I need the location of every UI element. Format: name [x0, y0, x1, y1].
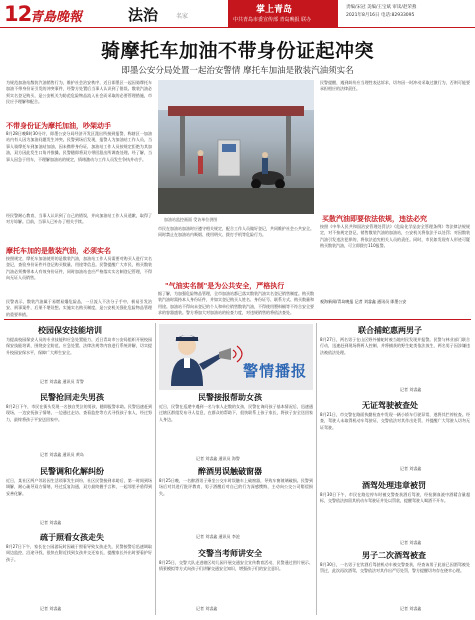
- police-news-banner-title: 警情播报: [243, 362, 308, 380]
- article-body-3: 据了解，为加强危险物品管理，全市加油站都已落实散装汽油实名登记销售制度。购买散装汽油时需持本人身份证件，并如实登记购买人姓名、身份证号、联系方式、购买数量和用途。加油站不得向未登记的个人和单位销售散装汽油，不得使用塑料桶等不符合安全要求的容器盛装。警方将加大对加油站的检查力度，对违规销售的将依法查处。: [158, 291, 314, 316]
- brief-body-school-guard: 为提高校园保安人员的专业技能和应急处置能力，近日青岛市公安局组织开展校园保安技能培训，围绕安全防范、应急处置、法律法规等内容进行系统讲解，切实提升校园安保水平，保障广大师生安全。: [6, 337, 152, 355]
- gas-station-scene: [158, 80, 314, 214]
- article-intro: 为规范加油站散装汽油销售行为，维护社会治安秩序，近日即墨区一起因骑摩托车加油不带身份证引发的冲突事件，经警方处置后当事人认识到了错误。散装汽油必须实名登记购买，是公安机关为防范危险物品流入社会而采取的必要管理措施，市民应予理解和配合。: [6, 80, 152, 105]
- column-divider-left: [155, 323, 156, 615]
- main-headline: 骑摩托车加油不带身份证起冲突: [100, 40, 374, 62]
- article-body-1: 8月28日晚8时30分许，即墨公安分局经济开发区派出所接到报警，称辖区一加油站内有人因为加油问题发生冲突。民警到场后发现，报警人为加油站工作人员，当事人骑摩托车到加油站加油，因未携带身份证，加油站工作人员按规定拒绝为其加油，双方因此发生口角并推搡。民警随即将双方带回派出所调查处理。经了解，当事人因急于用车，不理解加油站的规定，情绪激动与工作人员发生争执并动手。: [6, 131, 152, 162]
- brief-body-dispute: 近日，某社区两户邻居因生活琐事发生纠纷，社区民警接到求助后，第一时间到场调解，耐心疏导双方情绪，经过反复沟通，双方最终握手言和，一起邻里矛盾得到妥善化解。: [6, 478, 152, 496]
- app-title: 掌上青岛: [256, 5, 293, 15]
- brief-byline-repeat-dui: 记者 刘睿鑫: [400, 606, 422, 611]
- article-body-2: 按照规定，摩托车加油使用的是散装汽油，加油站工作人员需要对购买人进行实名登记，查验身份证件并登记购买数量、用途等信息。民警提醒广大市民，购买散装汽油必须携带本人有效身份证件，同时加油站也应严格落实实名制登记管理，不得向无证人员销售。: [6, 256, 152, 281]
- article-body-4: 按照《中华人民共和国治安管理处罚法》《危险化学品安全管理条例》等法律法规规定，对不按规定登记、销售散装汽油的加油站，公安机关将依法予以处罚；对因散装汽油引发违法犯罪的，将依法追究相关人员的责任。同时，市民如发现有人形迹可疑购买散装汽油，可立即拨打110报警。: [320, 224, 470, 249]
- gas-station-photo: [158, 80, 314, 214]
- newspaper-name: 青島晚報: [30, 10, 83, 25]
- brief-body-no-license: 8月21日，市交警在路面执勤检查中发现一辆小轿车行驶异常，遂将其拦停检查。经查，驾驶人未取得机动车驾驶证，交警依法对其作出处罚，并提醒广大驾驶人切勿无证驾驶。: [320, 412, 470, 430]
- brief-body-traffic-safety: 8月25日，交警大队走进辖区幼儿园开展交通安全宣传教育活动，民警通过图片展示、情景模拟等方式向孩子们讲解交通安全知识，增强孩子们的安全意识。: [159, 560, 313, 572]
- brief-body-drunk-driving: 8月30日下午，市民在路边停车时被交警查获酒后驾驶，经检测血液中酒精含量超标，交警依法扣留其机动车驾驶证并处以罚款，提醒驾驶人喝酒不开车。: [320, 492, 470, 504]
- section-divider: [4, 319, 471, 320]
- brief-byline-lost-girl: 记者 刘睿鑫: [40, 606, 62, 611]
- brief-title-drunk-driving: 酒驾处理违章被罚: [362, 481, 426, 490]
- brief-title-repeat-dui: 男子二次酒驾被查: [362, 551, 426, 560]
- brief-title-lost-boy: 民警抢回走失男孩: [40, 393, 104, 402]
- brief-byline-snake: 记者 刘睿鑫: [400, 387, 422, 392]
- edition-date-phone: 2021年8月16日 电话:82933095: [346, 13, 415, 18]
- brief-body-lost-boy: 8月2日下午，市民在街头发现一名独自哭泣的男孩，随即报警求助。民警迅速赶到现场，一边安抚孩子情绪，一边通过走访、查看监控等方式寻找孩子家人，经过努力，最终将孩子平安送回家中。: [6, 404, 152, 422]
- article-body-1b: 经民警耐心教育，当事人认识到了自己的错误，并向加油站工作人员道歉，取得了对方谅解。目前，当事人已补办了相关手续。: [6, 213, 152, 225]
- section-title: 法治: [128, 6, 159, 24]
- article-body-2b: 民警表示，散装汽油属于易燃易爆危险品，一旦流入不法分子手中，极易引发治安、刑事案件，后果不堪设想。实施实名购买制度，是公安机关强化危险物品管理的重要举措。: [6, 299, 152, 317]
- brief-byline-school-guard: 记者 刘睿鑫 通讯员 青警: [40, 379, 84, 384]
- brief-byline-traffic-safety: 记者 刘睿鑫: [196, 606, 218, 611]
- brief-byline-drunk-driving: 记者 刘睿鑫: [400, 540, 422, 545]
- app-subtitle: 中共青岛市委宣传部 青岛晚报 联办: [233, 17, 312, 23]
- brief-byline-lost-boy: 记者 刘睿鑫 通讯员 黄岛: [40, 452, 84, 457]
- brief-title-lost-girl: 疏于照看女孩走失: [40, 533, 104, 542]
- main-subheadline: 即墨公安分局处置一起治安警情 摩托车加油是散装汽油须实名: [121, 66, 354, 76]
- app-banner: [228, 0, 338, 28]
- edition-editors: 责编/宋冠 美编/王宝斌 审读/赵荣燕: [346, 5, 417, 10]
- article-subheading-2: 摩托车加的是散装汽油，必须实名: [6, 247, 111, 255]
- article-subheading-4: 买散汽油即要依法依规，违法必究: [322, 215, 427, 223]
- article-body-3b: 市民在加油站加油时应遵守相关规定，配合工作人员做好登记，共同维护社会公共安全。同时禁止在加油站内吸烟、使用明火、拨打手机等危险行为。: [158, 226, 314, 238]
- police-banner: [159, 324, 313, 390]
- brief-title-drunk-bus: 醉酒男误触破窗器: [198, 467, 262, 476]
- brief-title-school-guard: 校园保安技能培训: [38, 326, 102, 335]
- brief-title-help-girl: 民警接报帮助女孩: [198, 393, 262, 402]
- page-number: 12: [4, 2, 32, 26]
- article-subheading-3: "气油实名制"是为公共安全，严格执行: [165, 282, 285, 290]
- brief-title-dispute: 民警调和化解纠纷: [40, 467, 104, 476]
- brief-byline-drunk-bus: 记者 刘睿鑫 通讯员 李沧: [196, 534, 240, 539]
- column-divider-right: [316, 323, 317, 615]
- brief-title-traffic-safety: 交警当考师讲安全: [198, 549, 262, 558]
- article-byline: 观海新闻/青岛晚报 记者 刘睿鑫 通讯员 即墨公安: [320, 299, 407, 304]
- brief-body-repeat-dui: 8月30日，一名男子在饮酒后驾驶机动车被交警查获，经查该男子此前已因酒驾被处罚过，此次再次酒驾，交警依法对其作出严厉处罚，警方提醒切勿存在侥幸心理。: [320, 562, 470, 574]
- brief-title-no-license: 无证驾驶被查处: [362, 401, 418, 410]
- brief-body-lost-girl: 8月27日下午，家长在公园游玩时因疏于照看导致女孩走失，民警接警后迅速调取周边监控，沿途寻找，很快在附近找到女孩并交还家长，提醒家长外出时要看护好孩子。: [6, 544, 152, 562]
- section-subtitle: 名家: [176, 13, 189, 20]
- article-subheading-1: 不带身份证为摩托加油，吵架动手: [6, 122, 111, 130]
- edition-meta: [346, 4, 472, 20]
- photo-caption: 加油站监控画面 受访单位供图: [164, 217, 218, 222]
- brief-body-snake: 8月27日，两名男子在山区野外捕蛇时被当地村民发现并报警。民警与林业部门联合行动，迅速赶到现场将两人控制，并将捕获的野生蛇类依法放生，两名男子因涉嫌违法被依法处理。: [320, 337, 470, 355]
- brief-byline-help-girl: 记者 刘睿鑫 通讯员 海警: [196, 456, 240, 461]
- brief-byline-no-license: 记者 刘睿鑫: [400, 466, 422, 471]
- article-body-4b: 民警提醒，遇到纠纷应当理性表达诉求，切勿因一时冲动采取过激行为，否则可能要承担相应的法律责任。: [320, 80, 470, 92]
- brief-byline-dispute: 记者 刘睿鑫: [40, 520, 62, 525]
- brief-body-drunk-bus: 8月25日晚，一名醉酒男子乘坐公交车时误触车上破窗器，导致车窗玻璃破损。民警到场后对其进行批评教育，男子酒醒后对自己的行为深感懊悔，主动向公交公司赔偿损失。: [159, 478, 313, 496]
- brief-body-help-girl: 近日，民警在巡逻中遇到一名与家人走散的女孩，民警在询问孩子基本情况后，迅速通过辖区群组发布寻人信息，在群众的帮助下，很快联系上孩子家长，将孩子安全送回家人身边。: [159, 404, 313, 422]
- brief-title-snake: 联合捕蛇惠两男子: [358, 326, 422, 335]
